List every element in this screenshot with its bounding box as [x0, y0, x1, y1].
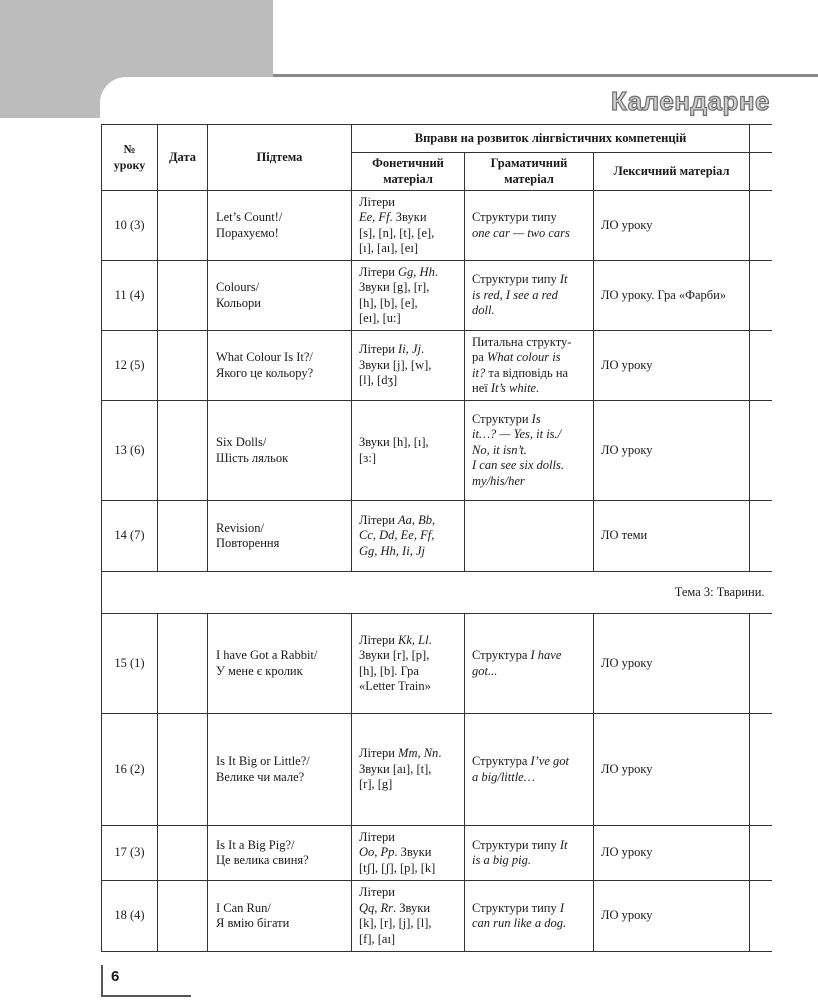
grammar-cell: Структури типу one car — two cars — [465, 191, 594, 261]
subtopic-ukrainian: Я вмію бігати — [216, 916, 290, 930]
lesson-number-cell: 17 (3) — [102, 826, 158, 881]
phonetic-cell: Літери Qq, Rr. Звуки [k], [r], [j], [l], [f], [aı] — [352, 881, 465, 952]
table-body-part-1 — [102, 191, 772, 572]
subtopic-ukrainian: У мене є кролик — [216, 663, 303, 678]
lesson-number-cell: 16 (2) — [102, 714, 158, 826]
date-cell — [158, 881, 208, 952]
subtopic-english: I Can Run/ — [216, 900, 271, 915]
subtopic-ukrainian: Кольори — [216, 295, 261, 310]
lexical-cell: ЛО уроку — [594, 191, 750, 261]
header-exercises-group: Вправи на розвиток лінгвістичних компетенцій — [352, 125, 750, 153]
date-cell — [158, 401, 208, 501]
grammar-cell: Структура I’ve got a big/little… — [465, 714, 594, 826]
grammar-cell — [465, 501, 594, 572]
grammar-cell: Структура I have got... — [465, 614, 594, 714]
subtopic-ukrainian: Шість ляльок — [216, 450, 289, 465]
table-row — [102, 331, 772, 401]
lexical-cell: ЛО уроку — [594, 826, 750, 881]
page-title: Календарне — [611, 86, 770, 116]
subtopic-english: Let’s Count!/ — [216, 210, 283, 224]
header-phonetic: Фонетичний матеріал — [352, 153, 465, 191]
theme-heading: Тема 3: Тварини. — [102, 572, 772, 614]
cut-cell — [750, 881, 772, 952]
theme-section — [102, 572, 772, 614]
table-row — [102, 881, 772, 952]
subtopic-cell — [208, 191, 352, 261]
lexical-cell: ЛО уроку — [594, 714, 750, 826]
subtopic-cell — [208, 261, 352, 331]
grammar-cell: Структури типу It is a big pig. — [465, 826, 594, 881]
subtopic-ukrainian: Якого це кольору? — [216, 365, 314, 380]
lesson-number-cell: 12 (5) — [102, 331, 158, 401]
grammar-cell: Питальна структу- ра What colour is it? та відповідь на неї It’s white. — [465, 331, 594, 401]
table-row — [102, 501, 772, 572]
footer-rule-horizontal — [101, 995, 191, 997]
table-row — [102, 614, 772, 714]
table-row — [102, 261, 772, 331]
cut-cell — [750, 261, 772, 331]
header-grammar: Граматичний матеріал — [465, 153, 594, 191]
subtopic-cell — [208, 826, 352, 881]
grammar-cell: Структури типу It is red, I see a red doll. — [465, 261, 594, 331]
table-row — [102, 191, 772, 261]
cut-cell — [750, 331, 772, 401]
subtopic-english: Six Dolls/ — [216, 435, 267, 449]
lesson-number-cell: 13 (6) — [102, 401, 158, 501]
subtopic-ukrainian: Порахуємо! — [216, 225, 279, 240]
header-tab — [0, 0, 273, 78]
lexical-cell: ЛО уроку — [594, 401, 750, 501]
header-lesson-number: № уроку — [102, 125, 158, 191]
cut-cell — [750, 826, 772, 881]
phonetic-cell: Літери Gg, Hh. Звуки [g], [r], [h], [b], [e], [eı], [u:] — [352, 261, 465, 331]
header-cut-cell — [750, 125, 772, 153]
lesson-number-cell: 15 (1) — [102, 614, 158, 714]
lesson-number-cell: 18 (4) — [102, 881, 158, 952]
lesson-number-cell: 14 (7) — [102, 501, 158, 572]
cut-cell — [750, 401, 772, 501]
subtopic-cell — [208, 331, 352, 401]
phonetic-cell: Звуки [h], [ı], [ɜ:] — [352, 401, 465, 501]
date-cell — [158, 714, 208, 826]
phonetic-cell: Літери Oo, Pp. Звуки [tʃ], [ʃ], [p], [k] — [352, 826, 465, 881]
date-cell — [158, 261, 208, 331]
phonetic-cell: Літери Mm, Nn. Звуки [aı], [t], [r], [g] — [352, 714, 465, 826]
date-cell — [158, 501, 208, 572]
cut-cell — [750, 501, 772, 572]
header-subtopic: Підтема — [208, 125, 352, 191]
lesson-plan-table — [101, 124, 772, 952]
lexical-cell: ЛО теми — [594, 501, 750, 572]
subtopic-english: Colours/ — [216, 280, 260, 294]
subtopic-english: Is It Big or Little?/ — [216, 754, 310, 768]
cut-cell — [750, 614, 772, 714]
date-cell — [158, 331, 208, 401]
header-lexical: Лексичний матеріал — [594, 153, 750, 191]
lesson-number-cell: 10 (3) — [102, 191, 158, 261]
subtopic-cell — [208, 714, 352, 826]
subtopic-english: What Colour Is It?/ — [216, 350, 313, 364]
grammar-cell: Структури Is it…? — Yes, it is./ No, it isn’t. I can see six dolls. my/his/her — [465, 401, 594, 501]
phonetic-cell: Літери Ee, Ff. Звуки [s], [n], [t], [e], [ı], [aı], [eı] — [352, 191, 465, 261]
page-number: 6 — [111, 968, 120, 985]
lexical-cell: ЛО уроку — [594, 881, 750, 952]
subtopic-cell — [208, 881, 352, 952]
subtopic-cell — [208, 401, 352, 501]
table-row — [102, 401, 772, 501]
subtopic-cell — [208, 501, 352, 572]
subtopic-english: Is It a Big Pig?/ — [216, 837, 295, 852]
grammar-cell: Структури типу I can run like a dog. — [465, 881, 594, 952]
lexical-cell: ЛО уроку. Гра «Фарби» — [594, 261, 750, 331]
subtopic-ukrainian: Велике чи мале? — [216, 769, 305, 784]
table-row — [102, 714, 772, 826]
phonetic-cell: Літери Ii, Jj. Звуки [j], [w], [l], [dʒ] — [352, 331, 465, 401]
subtopic-ukrainian: Це велика свиня? — [216, 853, 309, 867]
phonetic-cell: Літери Aa, Bb, Cc, Dd, Ee, Ff, Gg, Hh, Ii, Jj — [352, 501, 465, 572]
header-cut-cell — [750, 153, 772, 191]
cut-cell — [750, 191, 772, 261]
subtopic-english: I have Got a Rabbit/ — [216, 648, 318, 662]
phonetic-cell: Літери Kk, Ll. Звуки [r], [p], [h], [b]. Гра «Letter Train» — [352, 614, 465, 714]
date-cell — [158, 826, 208, 881]
cut-cell — [750, 714, 772, 826]
header-date: Дата — [158, 125, 208, 191]
subtopic-english: Revision/ — [216, 520, 264, 535]
table-row — [102, 826, 772, 881]
table-body-part-2 — [102, 614, 772, 952]
subtopic-ukrainian: Повторення — [216, 536, 280, 550]
subtopic-cell — [208, 614, 352, 714]
footer-rule-vertical — [101, 965, 103, 997]
date-cell — [158, 614, 208, 714]
date-cell — [158, 191, 208, 261]
lexical-cell: ЛО уроку — [594, 614, 750, 714]
lexical-cell: ЛО уроку — [594, 331, 750, 401]
lesson-number-cell: 11 (4) — [102, 261, 158, 331]
